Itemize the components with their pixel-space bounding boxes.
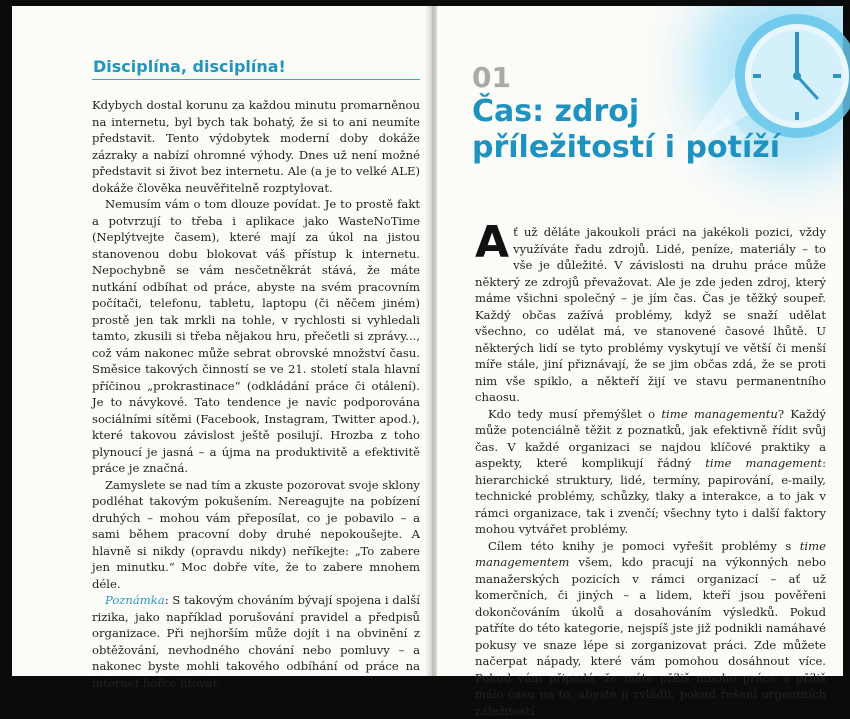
paragraph	[475, 406, 826, 538]
right-body-text	[475, 224, 826, 719]
note-label: Poznámka	[105, 593, 165, 607]
paragraph	[475, 538, 826, 719]
emphasis: time managementem	[475, 539, 826, 570]
chapter-title: Čas: zdroj příležitostí i potíží	[472, 94, 792, 166]
text-run: : hierarchické struktury, lidé, termíny, papirování, e-maily, technické problémy, schůzky, tlaky a interakce, a to jak v rámci organizace, tak i zvenčí; všechny tyto i další faktory mohou vytvářet problémy.	[475, 456, 826, 536]
emphasis: time managementu	[661, 407, 777, 421]
paragraph: Nemusím vám o tom dlouze povídat. Je to prostě fakt a potvrzují to třeba i aplikace jako WasteNoTime (Neplýtvejte časem), které mají za úkol na jistou stanovenou dobu blokovat váš přístup k internetu. Nepochybně se vám nesčetněkrát stává, že máte nutkání odbíhat od práce, abyste na svém pracovním počítači, telefonu, tabletu, laptopu (či něčem jiném) prostě jen tak mrkli na tohle, v rychlosti si vyhledali tamto, zkusili si třeba nějakou hru, přečetli si zprávy..., což vám nakonec může sebrat obrovské množství času. Směsice takových činností se ve 21. století stala hlavní příčinou „prokrastinace“ (odkládání práce či otálení). Je to návykové. Tato tendence je navíc podporována sociálními sítěmi (Facebook, Instagram, Twitter apod.), které takovou závislost ještě posilují. Hrozba z toho plynoucí je jasná – a újma na produktivitě a efektivitě práce je značná.	[92, 196, 420, 477]
title-rule	[92, 79, 420, 80]
text-run: všem, kdo pracují na výkonných nebo manažerských pozicích v rámci organizací – ať už komerčních, či jiných – a lidem, kteří jsou pověřeni dokončováním úkolů a dosahováním výsledků. Pokud patříte do této kategorie, nejspíš jste již podnikli namáhavé pokusy ve snaze lépe si zorganizovat práci. Zde můžete načerpat nápady, které vám pomohou dosáhnout více. Pokud vám připadá, že máte příliš mnoho práce a příliš málo času na to, abyste ji zvládli; pokud řešení urgentních záležitostí	[475, 555, 826, 718]
chapter-number: 01	[472, 61, 511, 94]
drop-cap: A	[475, 226, 509, 260]
left-page	[12, 6, 430, 676]
box-title: Disciplína, disciplína!	[93, 57, 286, 76]
intro-paragraph	[475, 224, 826, 406]
paragraph: Zamyslete se nad tím a zkuste pozorovat svoje sklony podléhat takovým pokušením. Nereagujte na pobízení druhých – mohou vám přeposílat, co je pobavilo – a sami během pracovní doby druhé nepokoušejte. A hlavně si nikdy (opravdu nikdy) neříkejte: „To zabere jen minutku.“ Moc dobře víte, že to zabere mnohem déle.	[92, 477, 420, 593]
right-page	[437, 6, 843, 676]
left-body-text	[92, 97, 420, 691]
note-paragraph	[92, 592, 420, 691]
note-text: : S takovým chováním bývají spojena i další rizika, jako například porušování pravidel a předpisů organizace. Při nejhorším může dojít i na obvinění z obtěžování, nevhodného chování nebo pomluvy – a nakonec byste mohli takového odbíhání od práce na internet hořce litovat.	[92, 593, 420, 690]
paragraph: Kdybych dostal korunu za každou minutu promarněnou na internetu, byl bych tak bohatý, že si to ani neumíte představit. Tento výdobytek moderní doby dokáže zázraky a nabízí ohromné výhody. Dnes už není možné představit si život bez internetu. Ale (a je to velké ALE) dokáže člověka neuvěřitelně rozptylovat.	[92, 97, 420, 196]
text-run: ? Každý může potenciálně těžit z poznatků, jak efektivně řídit svůj čas. V každé organizaci se najdou klíčové praktiky a aspekty, které komplikují řádný	[475, 407, 826, 471]
emphasis: time management	[705, 456, 822, 470]
text-run: Kdo tedy musí přemýšlet o	[488, 407, 661, 421]
intro-text: ť už děláte jakoukoli práci na jakékoli pozici, vždy využíváte řadu zdrojů. Lidé, peníze, materiály – to vše je důležité. V závislosti na druhu práce může některý ze zdrojů převažovat. Ale je zde jeden zdroj, který máme všichni společný – je jím čas. Čas je těžký soupeř. Každý občas zažívá problémy, když se snaží udělat všechno, co udělat má, ve stanovené časové lhůtě. U některých lidí se tyto problémy vyskytují ve větší či menší míře stále, jiní přiznávají, že se jim občas zdá, že se proti nim vše spiklo, a někteří žijí ve stavu permanentního chaosu.	[475, 225, 826, 404]
text-run: Cílem této knihy je pomoci vyřešit problémy s	[488, 539, 800, 553]
